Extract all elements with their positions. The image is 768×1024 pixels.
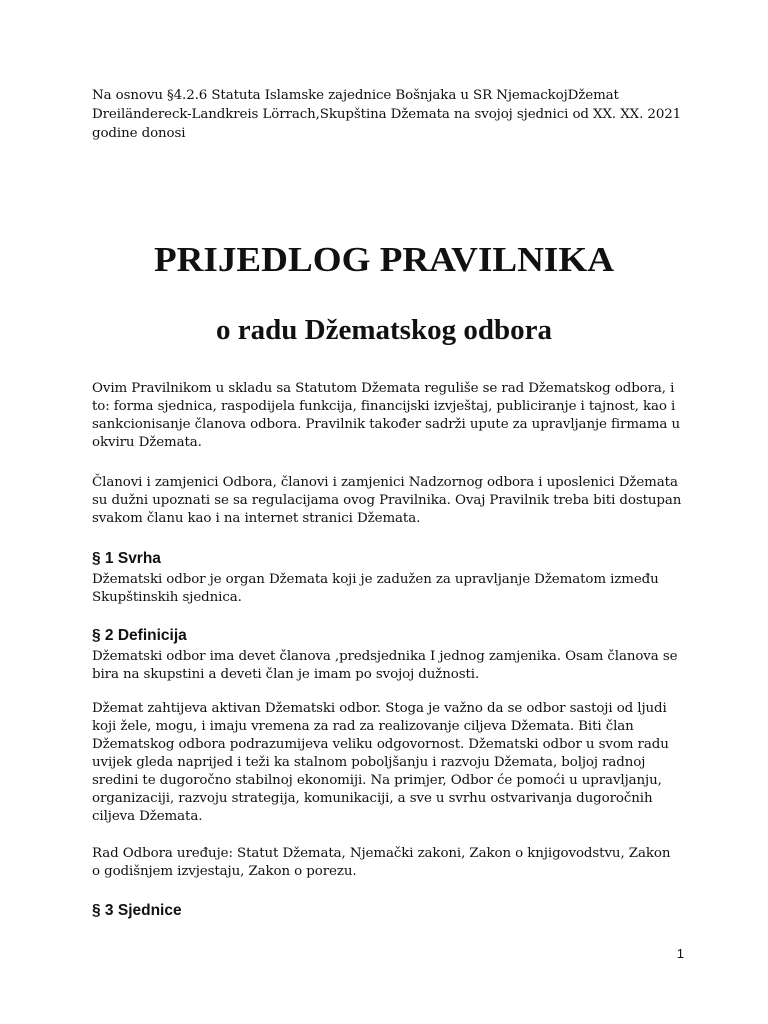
intro-paragraph: Ovim Pravilnikom u skladu sa Statutom Džemata reguliše se rad Džematskog odbora, i to: forma sjednica, raspodijela funkcija, financijski izvještaj, publiciranje i tajnost, kao i sankcionisanje članova odbora. Pravilnik također sadrži upute za upravljanje firmama u okviru Džemata. [92,381,680,450]
section-paragraph: Džematski odbor je organ Džemata koji je zadužen za upravljanje Džematom između Skupštinskih sjednica. [92,572,659,605]
section-heading-svrha: § 1 Svrha [92,550,161,567]
section-paragraph: Džematski odbor ima devet članova ,predsjednika I jednog zamjenika. Osam članova se bira na skupstini a deveti član je imam po svojoj dužnosti. [92,649,678,682]
section-heading-definicija: § 2 Definicija [92,627,187,644]
intro-paragraph: Članovi i zamjenici Odbora, članovi i zamjenici Nadzornog odbora i uposlenici Džemata su dužni upoznati se sa regulacijama ovog Pravilnika. Ovaj Pravilnik treba biti dostupan svakom članu kao i na internet stranici Džemata. [92,475,682,526]
document-subtitle: o radu Džematskog odbora [216,314,552,346]
preamble-text: Na osnovu §4.2.6 Statuta Islamske zajednice Bošnjaka u SR NjemackojDžemat Dreiländereck-Landkreis Lörrach,Skupština Džemata na svojoj sjednici od XX. XX. 2021 godine donosi [92,88,682,141]
section-paragraph: Džemat zahtijeva aktivan Džematski odbor. Stoga je važno da se odbor sastoji od ljudi koji žele, mogu, i imaju vremena za rad za realizovanje ciljeva Džemata. Biti član Džematskog odbora podrazumijeva veliku odgovornost. Džematski odbor u svom radu uvijek gleda naprijed i teži ka stalnom poboljšanju i razvoju Džemata, boljoj radnoj sredini te dugoročno stabilnoj ekonomiji. Na primjer, Odbor će pomoći u upravljanju, organizaciji, razvoju strategija, komunikaciji, a sve u svrhu ostvarivanja dugoročnih ciljeva Džemata. [92,701,669,824]
section-paragraph: Rad Odbora uređuje: Statut Džemata, Njemački zakoni, Zakon o knjigovodstvu, Zakon o godišnjem izvjestaju, Zakon o porezu. [92,846,671,879]
page-number: 1 [676,946,684,961]
document-title: PRIJEDLOG PRAVILNIKA [153,240,615,279]
section-heading-sjednice: § 3 Sjednice [92,902,182,919]
